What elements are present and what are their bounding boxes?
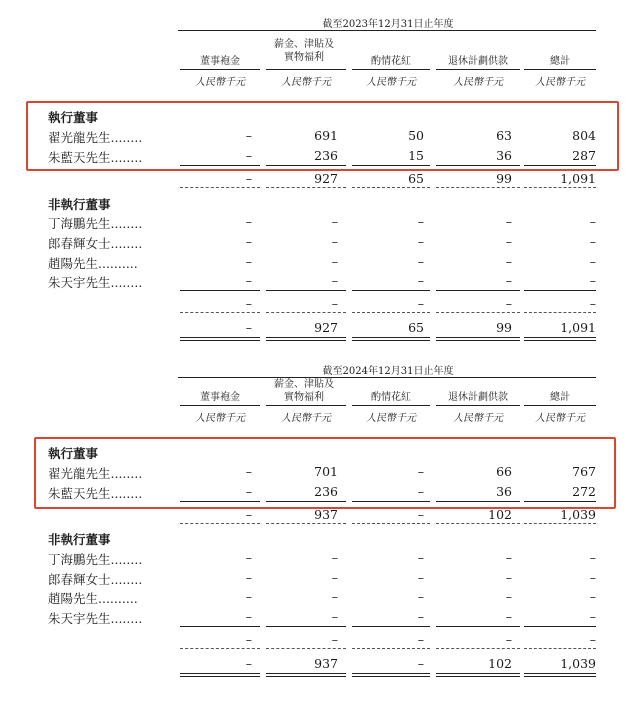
col-header-salary	[262, 38, 346, 64]
director-name: 趙陽先生..........	[48, 256, 138, 271]
section-title-exec: 執行董事	[48, 446, 99, 461]
subtotal-pension: 102	[488, 507, 512, 522]
col-rule	[436, 69, 520, 70]
salary-value: 236	[314, 148, 338, 163]
col-header-pension: 退休計劃供款	[448, 56, 508, 67]
double-rule	[266, 673, 346, 677]
subtotal-pension: 99	[496, 171, 512, 186]
total-value: 804	[572, 128, 596, 143]
unit-label: 人民幣千元	[453, 77, 503, 88]
director-name: 朱天宇先生........	[48, 611, 143, 626]
double-rule	[180, 337, 260, 341]
empty-value: –	[331, 609, 338, 624]
sum-rule	[436, 165, 520, 166]
col-rule	[180, 405, 260, 406]
sum-rule	[524, 501, 596, 502]
grand-total-fee: –	[245, 320, 252, 335]
nonexec-subtotal: –	[589, 632, 596, 647]
dashed-rule	[180, 648, 260, 649]
sum-rule	[352, 290, 430, 291]
director-name: 丁海鵬先生........	[48, 552, 143, 567]
col-header-bonus: 酌情花紅	[371, 56, 411, 67]
nonexec-subtotal: –	[417, 296, 424, 311]
salary-value: 701	[314, 464, 338, 479]
empty-value: –	[245, 214, 252, 229]
bonus-value: 50	[408, 128, 424, 143]
double-rule	[352, 337, 430, 341]
col-rule	[524, 69, 596, 70]
dashed-rule	[180, 312, 260, 313]
grand-total-salary: 937	[314, 656, 338, 671]
empty-value: –	[417, 589, 424, 604]
dashed-rule	[352, 648, 430, 649]
fee-value: –	[245, 148, 252, 163]
col-header-salary-line2: 實物福利	[284, 52, 324, 63]
empty-value: –	[245, 273, 252, 288]
period-title-2023: 截至2023年12月31日止年度	[322, 19, 454, 30]
col-rule	[352, 405, 430, 406]
subtotal-fee: –	[245, 171, 252, 186]
empty-value: –	[245, 589, 252, 604]
sum-rule	[180, 165, 260, 166]
sum-rule	[266, 165, 346, 166]
empty-value: –	[331, 234, 338, 249]
sum-rule	[266, 626, 346, 627]
sum-rule	[266, 501, 346, 502]
dashed-rule	[524, 312, 596, 313]
col-rule	[352, 69, 430, 70]
sum-rule	[352, 165, 430, 166]
empty-value: –	[331, 214, 338, 229]
col-header-total: 總計	[550, 392, 570, 403]
col-header-salary-line1: 薪金、津貼及	[274, 379, 334, 390]
dashed-rule	[352, 187, 430, 188]
empty-value: –	[417, 273, 424, 288]
subtotal-bonus: –	[417, 507, 424, 522]
sum-rule	[524, 165, 596, 166]
sum-rule	[436, 626, 520, 627]
empty-value: –	[505, 214, 512, 229]
empty-value: –	[417, 550, 424, 565]
dashed-rule	[436, 523, 520, 524]
section-title-nonexec: 非執行董事	[48, 532, 111, 547]
col-rule	[266, 69, 346, 70]
unit-label: 人民幣千元	[366, 413, 416, 424]
director-name: 翟光龍先生........	[48, 466, 143, 481]
unit-label: 人民幣千元	[453, 413, 503, 424]
dashed-rule	[524, 187, 596, 188]
unit-label: 人民幣千元	[281, 77, 331, 88]
sum-rule	[524, 290, 596, 291]
empty-value: –	[505, 273, 512, 288]
col-header-bonus: 酌情花紅	[371, 392, 411, 403]
col-rule	[266, 405, 346, 406]
bonus-value: –	[417, 484, 424, 499]
empty-value: –	[589, 570, 596, 585]
col-header-pension: 退休計劃供款	[448, 392, 508, 403]
director-name: 郎春輝女士........	[48, 236, 143, 251]
empty-value: –	[331, 570, 338, 585]
subtotal-bonus: 65	[408, 171, 424, 186]
subtotal-fee: –	[245, 507, 252, 522]
empty-value: –	[589, 609, 596, 624]
double-rule	[524, 673, 596, 677]
subtotal-salary: 937	[314, 507, 338, 522]
empty-value: –	[245, 570, 252, 585]
empty-value: –	[589, 234, 596, 249]
dashed-rule	[436, 312, 520, 313]
empty-value: –	[505, 550, 512, 565]
double-rule	[436, 337, 520, 341]
director-name: 朱天宇先生........	[48, 275, 143, 290]
unit-label: 人民幣千元	[535, 413, 585, 424]
grand-total-bonus: –	[417, 656, 424, 671]
bonus-value: –	[417, 464, 424, 479]
director-name: 郎春輝女士........	[48, 572, 143, 587]
double-rule	[436, 673, 520, 677]
dashed-rule	[352, 523, 430, 524]
empty-value: –	[331, 273, 338, 288]
empty-value: –	[589, 550, 596, 565]
double-rule	[266, 337, 346, 341]
pension-value: 66	[496, 464, 512, 479]
director-name: 趙陽先生..........	[48, 591, 138, 606]
sum-rule	[180, 501, 260, 502]
nonexec-subtotal: –	[331, 296, 338, 311]
total-value: 287	[572, 148, 596, 163]
empty-value: –	[505, 609, 512, 624]
nonexec-subtotal: –	[331, 632, 338, 647]
salary-value: 236	[314, 484, 338, 499]
fee-value: –	[245, 464, 252, 479]
nonexec-subtotal: –	[417, 632, 424, 647]
director-name: 朱藍天先生........	[48, 150, 143, 165]
empty-value: –	[505, 589, 512, 604]
empty-value: –	[245, 609, 252, 624]
section-title-exec: 執行董事	[48, 110, 99, 125]
director-name: 朱藍天先生........	[48, 486, 143, 501]
unit-label: 人民幣千元	[195, 413, 245, 424]
col-header-salary-line2: 實物福利	[284, 392, 324, 403]
empty-value: –	[589, 589, 596, 604]
pension-value: 36	[496, 484, 512, 499]
bonus-value: 15	[408, 148, 424, 163]
sum-rule	[352, 626, 430, 627]
subtotal-total: 1,091	[560, 171, 596, 186]
director-name: 翟光龍先生........	[48, 130, 143, 145]
sum-rule	[436, 290, 520, 291]
nonexec-subtotal: –	[245, 296, 252, 311]
sum-rule	[180, 290, 260, 291]
empty-value: –	[245, 234, 252, 249]
empty-value: –	[331, 550, 338, 565]
sum-rule	[266, 290, 346, 291]
nonexec-subtotal: –	[589, 296, 596, 311]
empty-value: –	[417, 609, 424, 624]
empty-value: –	[331, 589, 338, 604]
col-rule	[524, 405, 596, 406]
sum-rule	[524, 626, 596, 627]
col-header-fee: 董事袍金	[200, 56, 240, 67]
director-name: 丁海鵬先生........	[48, 216, 143, 231]
col-header-salary-line1: 薪金、津貼及	[274, 39, 334, 50]
subtotal-salary: 927	[314, 171, 338, 186]
double-rule	[524, 337, 596, 341]
dashed-rule	[266, 187, 346, 188]
col-rule	[180, 69, 260, 70]
total-value: 767	[572, 464, 596, 479]
dashed-rule	[180, 523, 260, 524]
unit-label: 人民幣千元	[281, 413, 331, 424]
nonexec-subtotal: –	[505, 296, 512, 311]
grand-total-fee: –	[245, 656, 252, 671]
grand-total-total: 1,039	[560, 656, 596, 671]
dashed-rule	[524, 523, 596, 524]
col-header-fee: 董事袍金	[200, 392, 240, 403]
dashed-rule	[180, 187, 260, 188]
dashed-rule	[524, 648, 596, 649]
unit-label: 人民幣千元	[195, 77, 245, 88]
empty-value: –	[417, 214, 424, 229]
grand-total-total: 1,091	[560, 320, 596, 335]
double-rule	[352, 673, 430, 677]
section-title-nonexec: 非執行董事	[48, 197, 111, 212]
unit-label: 人民幣千元	[535, 77, 585, 88]
empty-value: –	[331, 254, 338, 269]
period-title-2024: 截至2024年12月31日止年度	[322, 366, 454, 377]
grand-total-bonus: 65	[408, 320, 424, 335]
dashed-rule	[436, 187, 520, 188]
col-header-total: 總計	[550, 56, 570, 67]
total-value: 272	[572, 484, 596, 499]
dashed-rule	[266, 648, 346, 649]
empty-value: –	[417, 570, 424, 585]
col-rule	[436, 405, 520, 406]
col-header-salary	[262, 378, 346, 404]
empty-value: –	[589, 254, 596, 269]
period-rule	[178, 30, 596, 31]
pension-value: 36	[496, 148, 512, 163]
empty-value: –	[505, 234, 512, 249]
sum-rule	[352, 501, 430, 502]
grand-total-pension: 102	[488, 656, 512, 671]
subtotal-total: 1,039	[560, 507, 596, 522]
period-rule	[178, 377, 596, 378]
nonexec-subtotal: –	[245, 632, 252, 647]
empty-value: –	[417, 254, 424, 269]
unit-label: 人民幣千元	[366, 77, 416, 88]
pension-value: 63	[496, 128, 512, 143]
empty-value: –	[417, 234, 424, 249]
empty-value: –	[589, 273, 596, 288]
empty-value: –	[505, 254, 512, 269]
empty-value: –	[245, 550, 252, 565]
dashed-rule	[436, 648, 520, 649]
sum-rule	[180, 626, 260, 627]
dashed-rule	[266, 523, 346, 524]
empty-value: –	[505, 570, 512, 585]
fee-value: –	[245, 484, 252, 499]
grand-total-salary: 927	[314, 320, 338, 335]
dashed-rule	[266, 312, 346, 313]
sum-rule	[436, 501, 520, 502]
empty-value: –	[589, 214, 596, 229]
fee-value: –	[245, 128, 252, 143]
empty-value: –	[245, 254, 252, 269]
grand-total-pension: 99	[496, 320, 512, 335]
dashed-rule	[352, 312, 430, 313]
double-rule	[180, 673, 260, 677]
salary-value: 691	[314, 128, 338, 143]
nonexec-subtotal: –	[505, 632, 512, 647]
